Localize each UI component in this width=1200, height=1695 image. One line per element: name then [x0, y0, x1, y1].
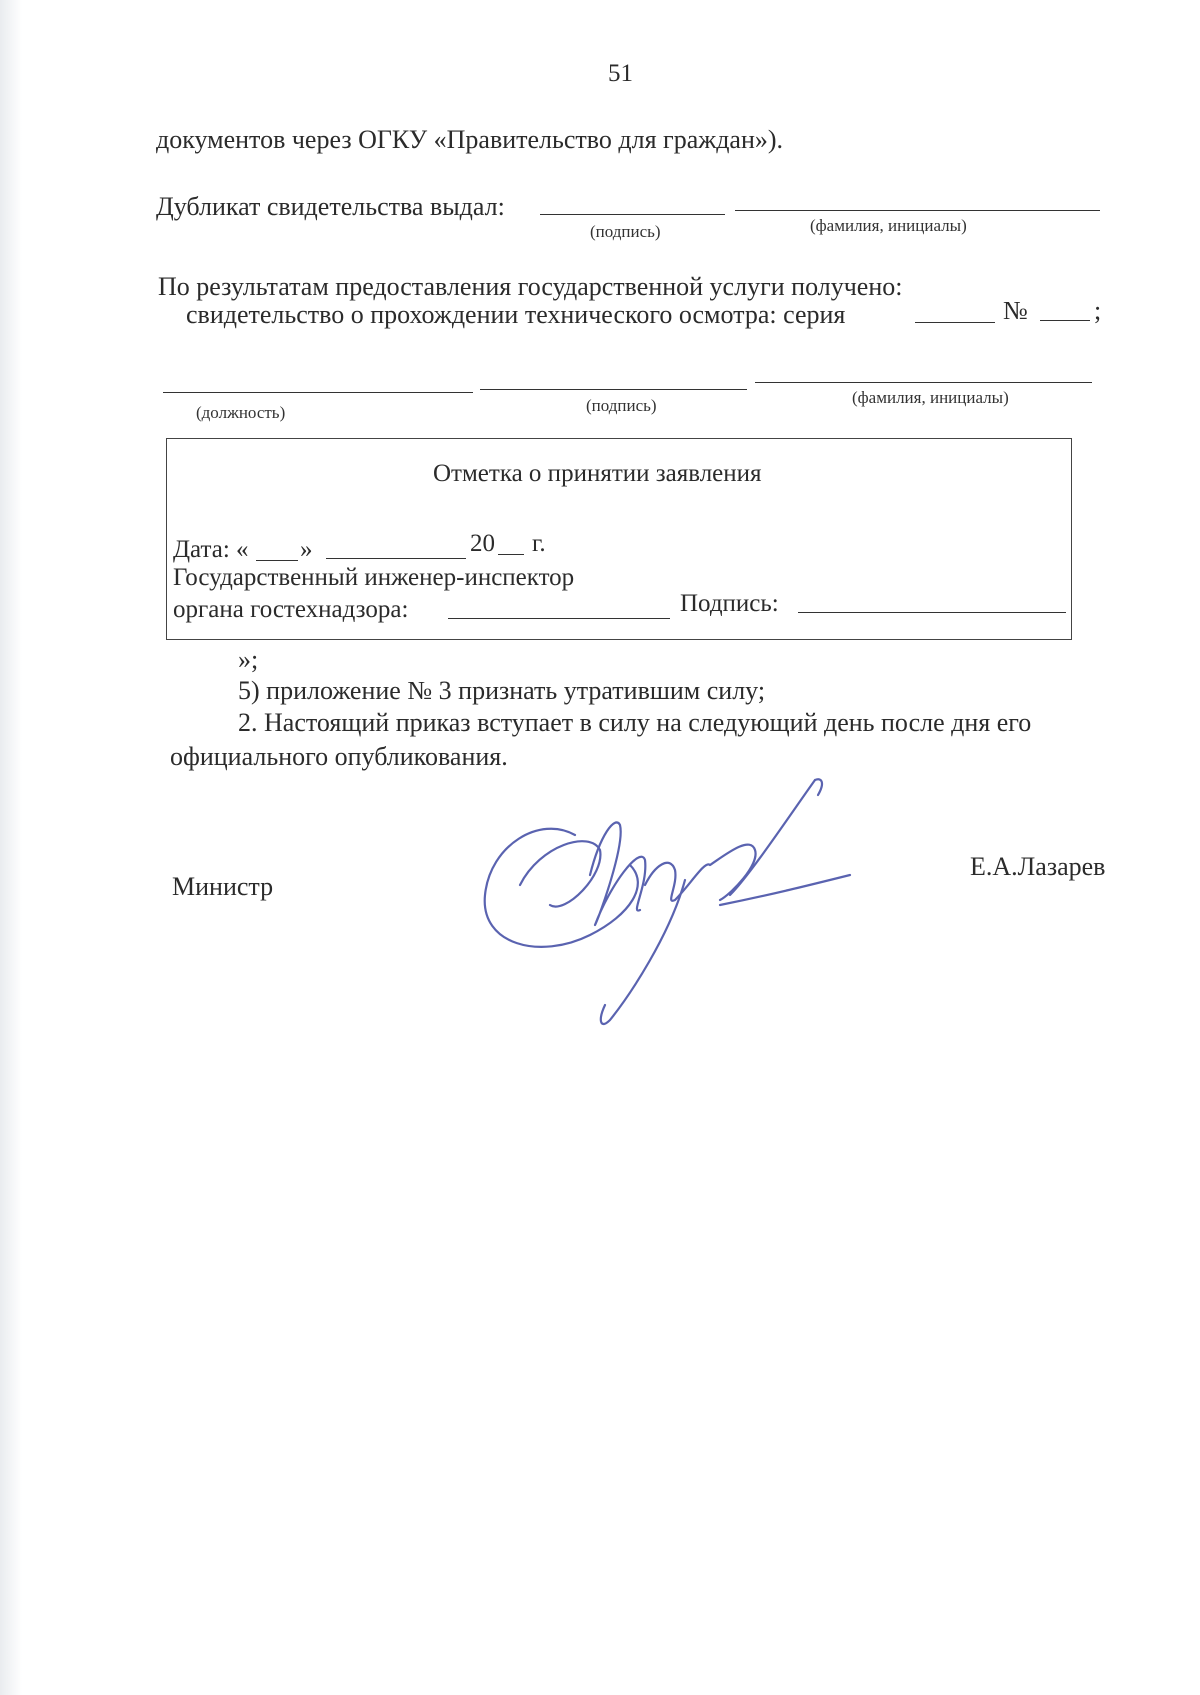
certificate-number-line	[1040, 320, 1090, 321]
handwritten-signature	[480, 775, 860, 1035]
officer-position-line	[163, 392, 473, 393]
duplicate-signature-line	[540, 214, 725, 215]
officer-signature-line	[480, 389, 747, 390]
officer-name-line	[755, 382, 1092, 383]
inspector-name-line	[448, 618, 670, 619]
signatory-name: Е.А.Лазарев	[970, 852, 1106, 881]
date-close-quote: »	[300, 536, 313, 563]
results-line2-prefix: свидетельство о прохождении технического осмотра: серия	[186, 300, 846, 329]
intro-line: документов через ОГКУ «Правительство для граждан»).	[156, 125, 784, 154]
acceptance-box-title: Отметка о принятии заявления	[433, 460, 762, 487]
series-line	[915, 322, 995, 323]
page-number: 51	[608, 60, 633, 87]
duplicate-name-line	[735, 210, 1100, 211]
number-sign: №	[1003, 296, 1028, 325]
date-label: Дата: «	[173, 536, 249, 563]
signature-label: Подпись:	[680, 590, 779, 617]
item-2-line2: официального опубликования.	[170, 742, 508, 771]
date-month-line	[326, 558, 466, 559]
inspector-signature-line	[798, 612, 1066, 613]
results-semicolon: ;	[1094, 296, 1102, 325]
year-suffix: г.	[532, 530, 546, 557]
date-day-line	[256, 560, 298, 561]
officer-position-caption: (должность)	[196, 403, 286, 422]
duplicate-signature-caption: (подпись)	[590, 222, 661, 241]
item-2-line1: 2. Настоящий приказ вступает в силу на следующий день после дня его	[238, 708, 1032, 737]
results-line1: По результатам предоставления государственной услуги получено:	[158, 272, 903, 301]
duplicate-name-caption: (фамилия, инициалы)	[810, 216, 967, 235]
year-line	[498, 554, 524, 555]
closing-quote: »;	[238, 645, 259, 674]
inspector-line1: Государственный инженер-инспектор	[173, 564, 575, 591]
signatory-title: Министр	[172, 872, 274, 901]
inspector-line2: органа гостехнадзора:	[173, 596, 409, 623]
officer-signature-caption: (подпись)	[586, 396, 657, 415]
officer-name-caption: (фамилия, инициалы)	[852, 388, 1009, 407]
duplicate-label: Дубликат свидетельства выдал:	[156, 192, 505, 221]
item-5: 5) приложение № 3 признать утратившим силу;	[238, 676, 766, 705]
year-prefix: 20	[470, 530, 495, 557]
